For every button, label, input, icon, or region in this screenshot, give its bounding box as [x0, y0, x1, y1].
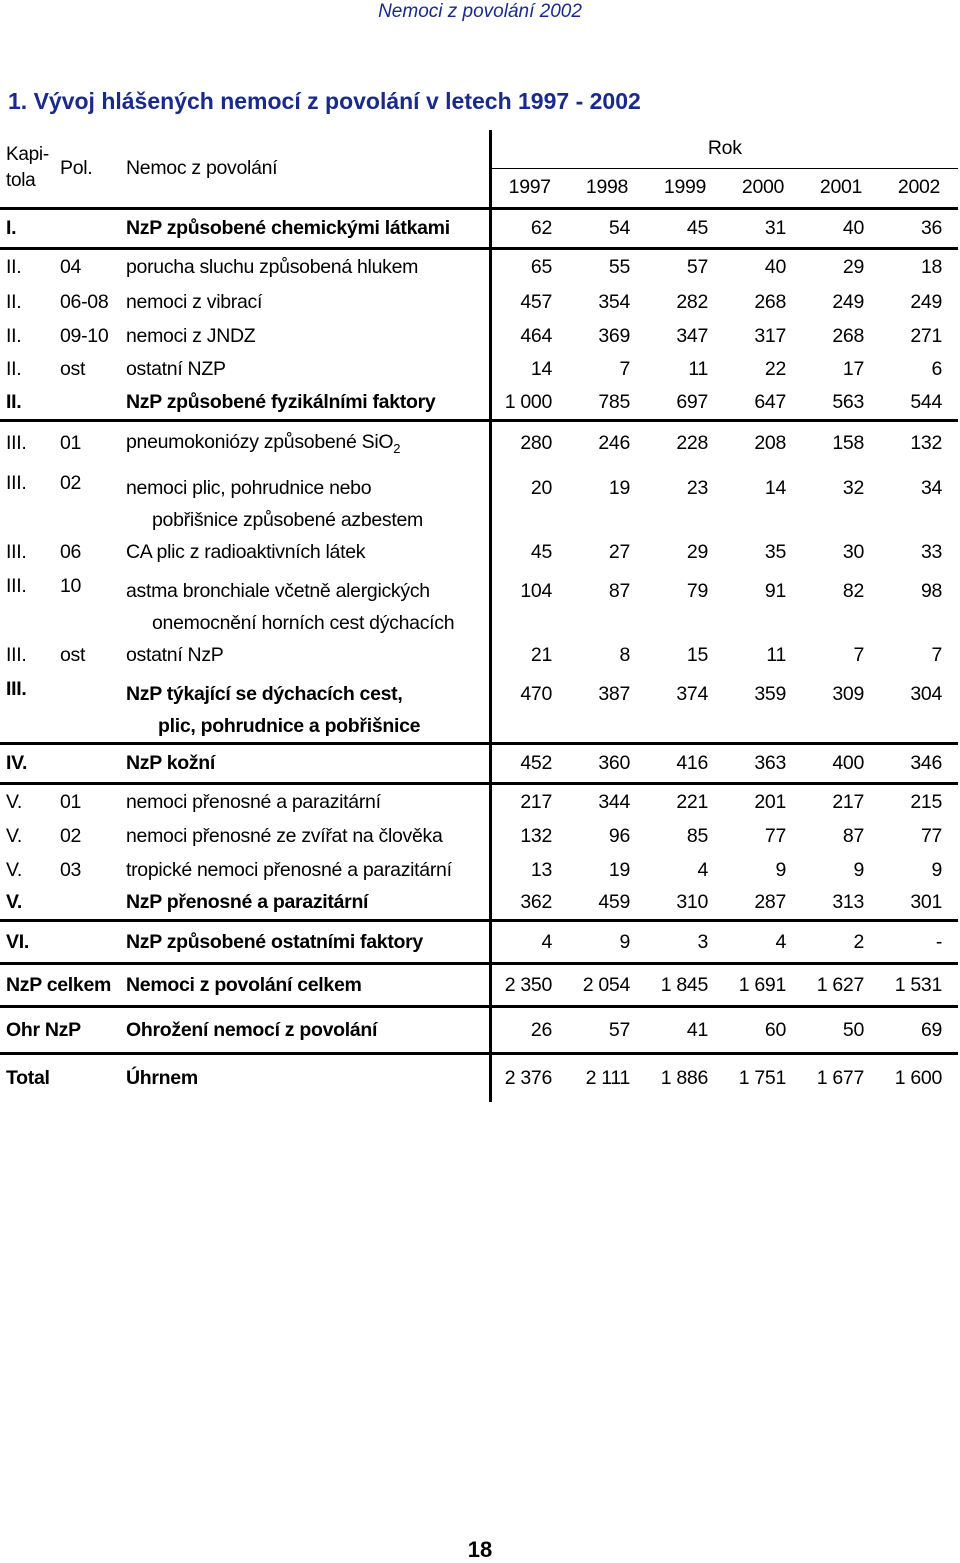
- table-row: [0, 569, 958, 639]
- cell-value-2000: 31: [724, 208, 802, 248]
- cell-value-1998: 360: [568, 744, 646, 784]
- cell-value-2001: 82: [842, 580, 864, 602]
- cell-disease-line1: astma bronchiale včetně alergických: [126, 580, 430, 602]
- cell-value-2000: 40: [764, 256, 786, 279]
- cell-value-2000: 1 751: [738, 1066, 786, 1089]
- cell-value-2000: 208: [754, 432, 786, 455]
- cell-value-2002: 132: [910, 432, 943, 455]
- cell-value-1999: 221: [676, 790, 708, 813]
- cell-pol: [58, 921, 120, 964]
- header-year: 2001: [802, 168, 880, 208]
- cell-value-2001: 1 677: [816, 1066, 864, 1089]
- header-year: 2000: [724, 168, 802, 208]
- cell-value-1998: 7: [619, 358, 630, 380]
- cell-disease-text: ostatní NzP: [126, 644, 224, 666]
- cell-disease: [120, 672, 490, 744]
- cell-value-2002: 271: [910, 324, 943, 347]
- cell-value-2001: 309: [802, 672, 880, 744]
- cell-value-2002: 215: [910, 790, 943, 813]
- table-row: [0, 420, 958, 466]
- cell-value-2002: 69: [880, 1007, 958, 1054]
- cell-kapitola: II.: [0, 386, 58, 420]
- cell-disease: [120, 248, 490, 286]
- cell-pol: [58, 208, 120, 248]
- cell-kapitola: II.: [6, 256, 22, 279]
- header-year: 1998: [568, 168, 646, 208]
- cell-disease: [120, 964, 490, 1007]
- cell-kapitola: Total: [6, 1066, 50, 1089]
- cell-value-1999: 29: [686, 541, 708, 563]
- cell-value-1997: 2 350: [490, 964, 568, 1007]
- cell-value-1997: 457: [490, 286, 568, 319]
- cell-value-1997: 217: [490, 784, 568, 820]
- cell-disease-text: NzP způsobené ostatními faktory: [126, 930, 423, 953]
- cell-pol: 04: [60, 256, 82, 279]
- cell-value-2000: 60: [724, 1007, 802, 1054]
- cell-value-2002: 33: [920, 541, 943, 563]
- cell-value-1999: 41: [646, 1007, 724, 1054]
- cell-value-2001: 563: [802, 386, 880, 420]
- table-row: [0, 208, 958, 248]
- cell-value-1999: 228: [676, 432, 708, 455]
- cell-value-1999: 3: [646, 921, 724, 964]
- cell-value-2002: 304: [880, 672, 958, 744]
- cell-value-2001: 30: [842, 541, 864, 563]
- cell-value-1997: 65: [490, 248, 568, 286]
- cell-disease: [120, 1007, 490, 1054]
- cell-value-1997: 104: [490, 569, 568, 639]
- cell-value-2002: 98: [920, 580, 943, 602]
- cell-disease: [120, 1054, 490, 1102]
- cell-value-1999: 57: [686, 256, 708, 279]
- cell-value-2000: 35: [764, 541, 786, 563]
- cell-value-1997: 14: [490, 353, 568, 386]
- cell-disease: [120, 353, 490, 386]
- cell-disease-text: CA plic z radioaktivních látek: [126, 541, 366, 563]
- table-row: [0, 921, 958, 964]
- cell-kapitola: V.: [0, 887, 58, 921]
- cell-value-2000: 268: [754, 291, 786, 313]
- cell-pol: [58, 386, 120, 420]
- cell-value-1999: 23: [686, 477, 708, 499]
- cell-value-2002: 36: [880, 208, 958, 248]
- cell-disease: [120, 854, 490, 887]
- header-kapitola-line2: tola: [6, 170, 36, 192]
- table-row: [0, 286, 958, 319]
- cell-value-2002: 18: [920, 256, 943, 279]
- cell-disease: [120, 921, 490, 964]
- cell-value-1998: 8: [619, 644, 630, 666]
- cell-kapitola: I.: [0, 208, 58, 248]
- cell-kapitola: NzP celkem: [0, 964, 58, 1007]
- table-row: [0, 672, 958, 744]
- cell-disease: [120, 744, 490, 784]
- cell-value-1997: 464: [490, 319, 568, 353]
- cell-value-1998: 9: [568, 921, 646, 964]
- cell-kapitola: III.: [6, 541, 27, 563]
- cell-pol: [58, 1054, 120, 1102]
- cell-pol: ost: [60, 644, 86, 666]
- cell-kapitola: II.: [6, 291, 22, 313]
- cell-kapitola: III.: [6, 432, 27, 455]
- header-year: 1997: [490, 168, 568, 208]
- cell-value-2000: 363: [724, 744, 802, 784]
- cell-value-2002: 1 600: [894, 1066, 943, 1089]
- cell-value-2001: 9: [853, 858, 864, 881]
- cell-value-1998: 57: [568, 1007, 646, 1054]
- cell-pol: 06-08: [60, 291, 109, 313]
- cell-value-2000: 22: [764, 358, 786, 380]
- cell-value-1998: 96: [608, 825, 630, 847]
- cell-value-1998: 2 054: [568, 964, 646, 1007]
- cell-value-1998: 354: [598, 291, 630, 313]
- cell-value-2001: 50: [802, 1007, 880, 1054]
- cell-disease-subscript: 2: [393, 441, 401, 457]
- cell-pol: 02: [60, 472, 82, 494]
- cell-disease-text: Ohrožení nemocí z povolání: [126, 1018, 378, 1041]
- cell-value-1997: 4: [490, 921, 568, 964]
- cell-value-1999: 1 845: [646, 964, 724, 1007]
- cell-value-2002: 1 531: [880, 964, 958, 1007]
- cell-value-1999: 1 886: [660, 1066, 708, 1089]
- cell-value-1997: 132: [490, 820, 568, 854]
- header-rok: Rok: [490, 130, 958, 168]
- header-kapitola: [0, 130, 58, 208]
- cell-pol: [58, 887, 120, 921]
- cell-value-1997: 452: [490, 744, 568, 784]
- cell-disease: [120, 286, 490, 319]
- cell-pol: 09-10: [60, 324, 109, 347]
- cell-value-2002: 544: [880, 386, 958, 420]
- cell-disease: [120, 536, 490, 569]
- cell-disease: [120, 887, 490, 921]
- cell-value-2001: 29: [842, 256, 864, 279]
- cell-disease: [120, 420, 490, 466]
- cell-value-1998: 344: [598, 790, 630, 813]
- table-row: [0, 964, 958, 1007]
- cell-pol: 10: [60, 575, 82, 597]
- cell-kapitola: V.: [6, 858, 23, 881]
- cell-pol: 02: [60, 825, 82, 847]
- cell-disease-text: ostatní NZP: [126, 358, 226, 380]
- cell-disease: [120, 208, 490, 248]
- cell-disease-text: nemoci přenosné ze zvířat na člověka: [126, 825, 443, 847]
- table-row: [0, 784, 958, 820]
- cell-value-1998: 19: [608, 477, 630, 499]
- cell-value-2001: 40: [802, 208, 880, 248]
- cell-disease-text: nemoci přenosné a parazitární: [126, 790, 381, 813]
- cell-value-1999: 347: [676, 324, 708, 347]
- cell-value-2000: 359: [724, 672, 802, 744]
- cell-disease-line1: nemoci plic, pohrudnice nebo: [126, 477, 372, 499]
- header-disease: Nemoc z povolání: [120, 130, 490, 208]
- cell-kapitola: Ohr NzP: [0, 1007, 58, 1054]
- cell-disease-line1: NzP týkající se dýchacích cest,: [126, 683, 403, 705]
- cell-value-2001: 32: [842, 477, 864, 499]
- cell-value-1999: 282: [676, 291, 708, 313]
- cell-value-1999: 4: [697, 858, 708, 881]
- page-number: 18: [467, 1537, 493, 1562]
- cell-value-1997: 362: [490, 887, 568, 921]
- cell-value-2002: 9: [931, 858, 943, 881]
- cell-value-1998: 459: [568, 887, 646, 921]
- cell-value-2001: 268: [832, 324, 864, 347]
- cell-value-2002: 346: [880, 744, 958, 784]
- cell-value-2000: 4: [724, 921, 802, 964]
- header-year: 1999: [646, 168, 724, 208]
- cell-pol: 01: [60, 790, 82, 813]
- cell-value-1997: 26: [490, 1007, 568, 1054]
- cell-value-2000: 287: [724, 887, 802, 921]
- table-row: [0, 820, 958, 854]
- cell-value-2000: 647: [724, 386, 802, 420]
- cell-pol: ost: [60, 358, 86, 380]
- cell-value-1997: 20: [490, 466, 568, 536]
- cell-kapitola: II.: [6, 358, 22, 380]
- cell-value-2002: 301: [880, 887, 958, 921]
- cell-value-2000: 9: [775, 858, 786, 881]
- cell-pol: 01: [60, 432, 82, 455]
- cell-value-2002: 34: [920, 477, 943, 499]
- cell-value-1999: 15: [686, 644, 708, 666]
- cell-value-2001: 2: [802, 921, 880, 964]
- cell-value-2001: 249: [832, 291, 864, 313]
- running-header: Nemoci z povolání 2002: [378, 1, 582, 22]
- cell-value-2002: 6: [931, 358, 943, 380]
- cell-kapitola: III.: [6, 575, 27, 597]
- cell-kapitola: V.: [6, 790, 23, 813]
- cell-kapitola: VI.: [0, 921, 58, 964]
- page-title: 1. Vývoj hlášených nemocí z povolání v letech 1997 - 2002: [8, 88, 641, 114]
- cell-disease: [120, 569, 490, 639]
- cell-value-1998: 87: [608, 580, 630, 602]
- cell-value-2001: 313: [802, 887, 880, 921]
- table-row: [0, 466, 958, 536]
- header-pol: Pol.: [58, 130, 120, 208]
- cell-disease-text: pneumokoniózy způsobené SiO: [126, 431, 394, 454]
- cell-disease-text: Úhrnem: [126, 1066, 198, 1089]
- cell-value-2000: 317: [754, 324, 786, 347]
- cell-kapitola: III.: [6, 472, 27, 494]
- cell-value-2001: 400: [802, 744, 880, 784]
- cell-disease-text: nemoci z JNDZ: [126, 324, 256, 347]
- cell-disease-line2: onemocnění horních cest dýchacích: [152, 612, 455, 634]
- cell-pol: 03: [60, 858, 82, 881]
- table-row: [0, 353, 958, 386]
- cell-value-1999: 79: [686, 580, 708, 602]
- cell-disease-text: nemoci z vibrací: [126, 291, 263, 313]
- cell-value-1997: 470: [490, 672, 568, 744]
- cell-disease-text: NzP kožní: [126, 752, 216, 774]
- cell-value-2001: 217: [832, 790, 864, 813]
- cell-value-1997: 2 376: [490, 1054, 568, 1102]
- table-row: [0, 386, 958, 420]
- cell-value-1997: 21: [490, 639, 568, 672]
- cell-value-2001: 17: [842, 358, 864, 380]
- cell-value-1998: 387: [568, 672, 646, 744]
- cell-value-2002: 77: [920, 825, 943, 847]
- table-row: [0, 887, 958, 921]
- cell-value-1998: 55: [608, 256, 630, 279]
- table-row: [0, 248, 958, 286]
- cell-value-1998: 2 111: [585, 1066, 630, 1089]
- cell-pol: 06: [60, 541, 82, 563]
- table-row: [0, 744, 958, 784]
- cell-disease-text: Nemoci z povolání celkem: [126, 973, 362, 996]
- header-year: 2002: [880, 168, 958, 208]
- table-row: [0, 854, 958, 887]
- cell-value-2000: 201: [754, 790, 786, 813]
- cell-value-1999: 310: [646, 887, 724, 921]
- cell-kapitola: V.: [6, 825, 23, 847]
- cell-value-1998: 369: [598, 324, 630, 347]
- cell-disease-text: tropické nemoci přenosné a parazitární: [126, 858, 452, 881]
- cell-value-2002: -: [880, 921, 958, 964]
- cell-value-2001: 1 627: [802, 964, 880, 1007]
- header-kapitola-line1: Kapi-: [6, 144, 49, 166]
- cell-value-1997: 62: [490, 208, 568, 248]
- cell-value-2001: 158: [832, 432, 864, 455]
- table-row: [0, 639, 958, 672]
- cell-disease: [120, 319, 490, 353]
- cell-disease: [120, 784, 490, 820]
- cell-disease: [120, 820, 490, 854]
- cell-value-2002: 7: [931, 644, 943, 666]
- cell-value-2000: 77: [764, 825, 786, 847]
- occupational-diseases-table: [0, 130, 958, 1102]
- table-row: [0, 536, 958, 569]
- cell-disease-text: NzP způsobené chemickými látkami: [126, 216, 450, 239]
- cell-disease: [120, 386, 490, 420]
- cell-value-2001: 7: [853, 644, 864, 666]
- cell-pol: [58, 744, 120, 784]
- cell-value-1998: 785: [568, 386, 646, 420]
- cell-value-1997: 1 000: [490, 386, 568, 420]
- cell-value-1998: 19: [608, 858, 630, 881]
- cell-value-1997: 45: [490, 536, 568, 569]
- cell-value-1997: 13: [490, 854, 568, 887]
- cell-disease-text: NzP způsobené fyzikálními faktory: [126, 390, 436, 413]
- table-row: [0, 319, 958, 353]
- table-row: [0, 1007, 958, 1054]
- cell-value-2000: 11: [766, 644, 786, 666]
- cell-value-1998: 246: [598, 432, 630, 455]
- cell-value-2000: 14: [764, 477, 786, 499]
- cell-disease-line2: pobřišnice způsobené azbestem: [152, 509, 423, 531]
- cell-disease: [120, 639, 490, 672]
- cell-kapitola: II.: [6, 324, 22, 347]
- cell-value-2001: 87: [842, 825, 864, 847]
- cell-value-1999: 374: [646, 672, 724, 744]
- table-row: [0, 1054, 958, 1102]
- cell-kapitola: III.: [0, 672, 58, 744]
- cell-value-1998: 54: [568, 208, 646, 248]
- cell-disease-text: NzP přenosné a parazitární: [126, 891, 369, 914]
- cell-value-1999: 85: [686, 825, 708, 847]
- cell-value-2000: 1 691: [724, 964, 802, 1007]
- cell-disease-text: porucha sluchu způsobená hlukem: [126, 256, 419, 279]
- cell-value-1999: 416: [646, 744, 724, 784]
- cell-value-1999: 697: [646, 386, 724, 420]
- cell-value-2000: 91: [764, 580, 786, 602]
- cell-value-1997: 280: [490, 420, 568, 466]
- cell-pol: [58, 672, 120, 744]
- cell-kapitola: III.: [6, 644, 27, 666]
- cell-value-1998: 27: [608, 541, 630, 563]
- cell-value-1999: 11: [688, 358, 708, 380]
- cell-value-1999: 45: [646, 208, 724, 248]
- cell-disease-line2: plic, pohrudnice a pobřišnice: [158, 715, 421, 737]
- cell-kapitola: IV.: [0, 744, 58, 784]
- cell-disease: [120, 466, 490, 536]
- cell-value-2002: 249: [910, 291, 943, 313]
